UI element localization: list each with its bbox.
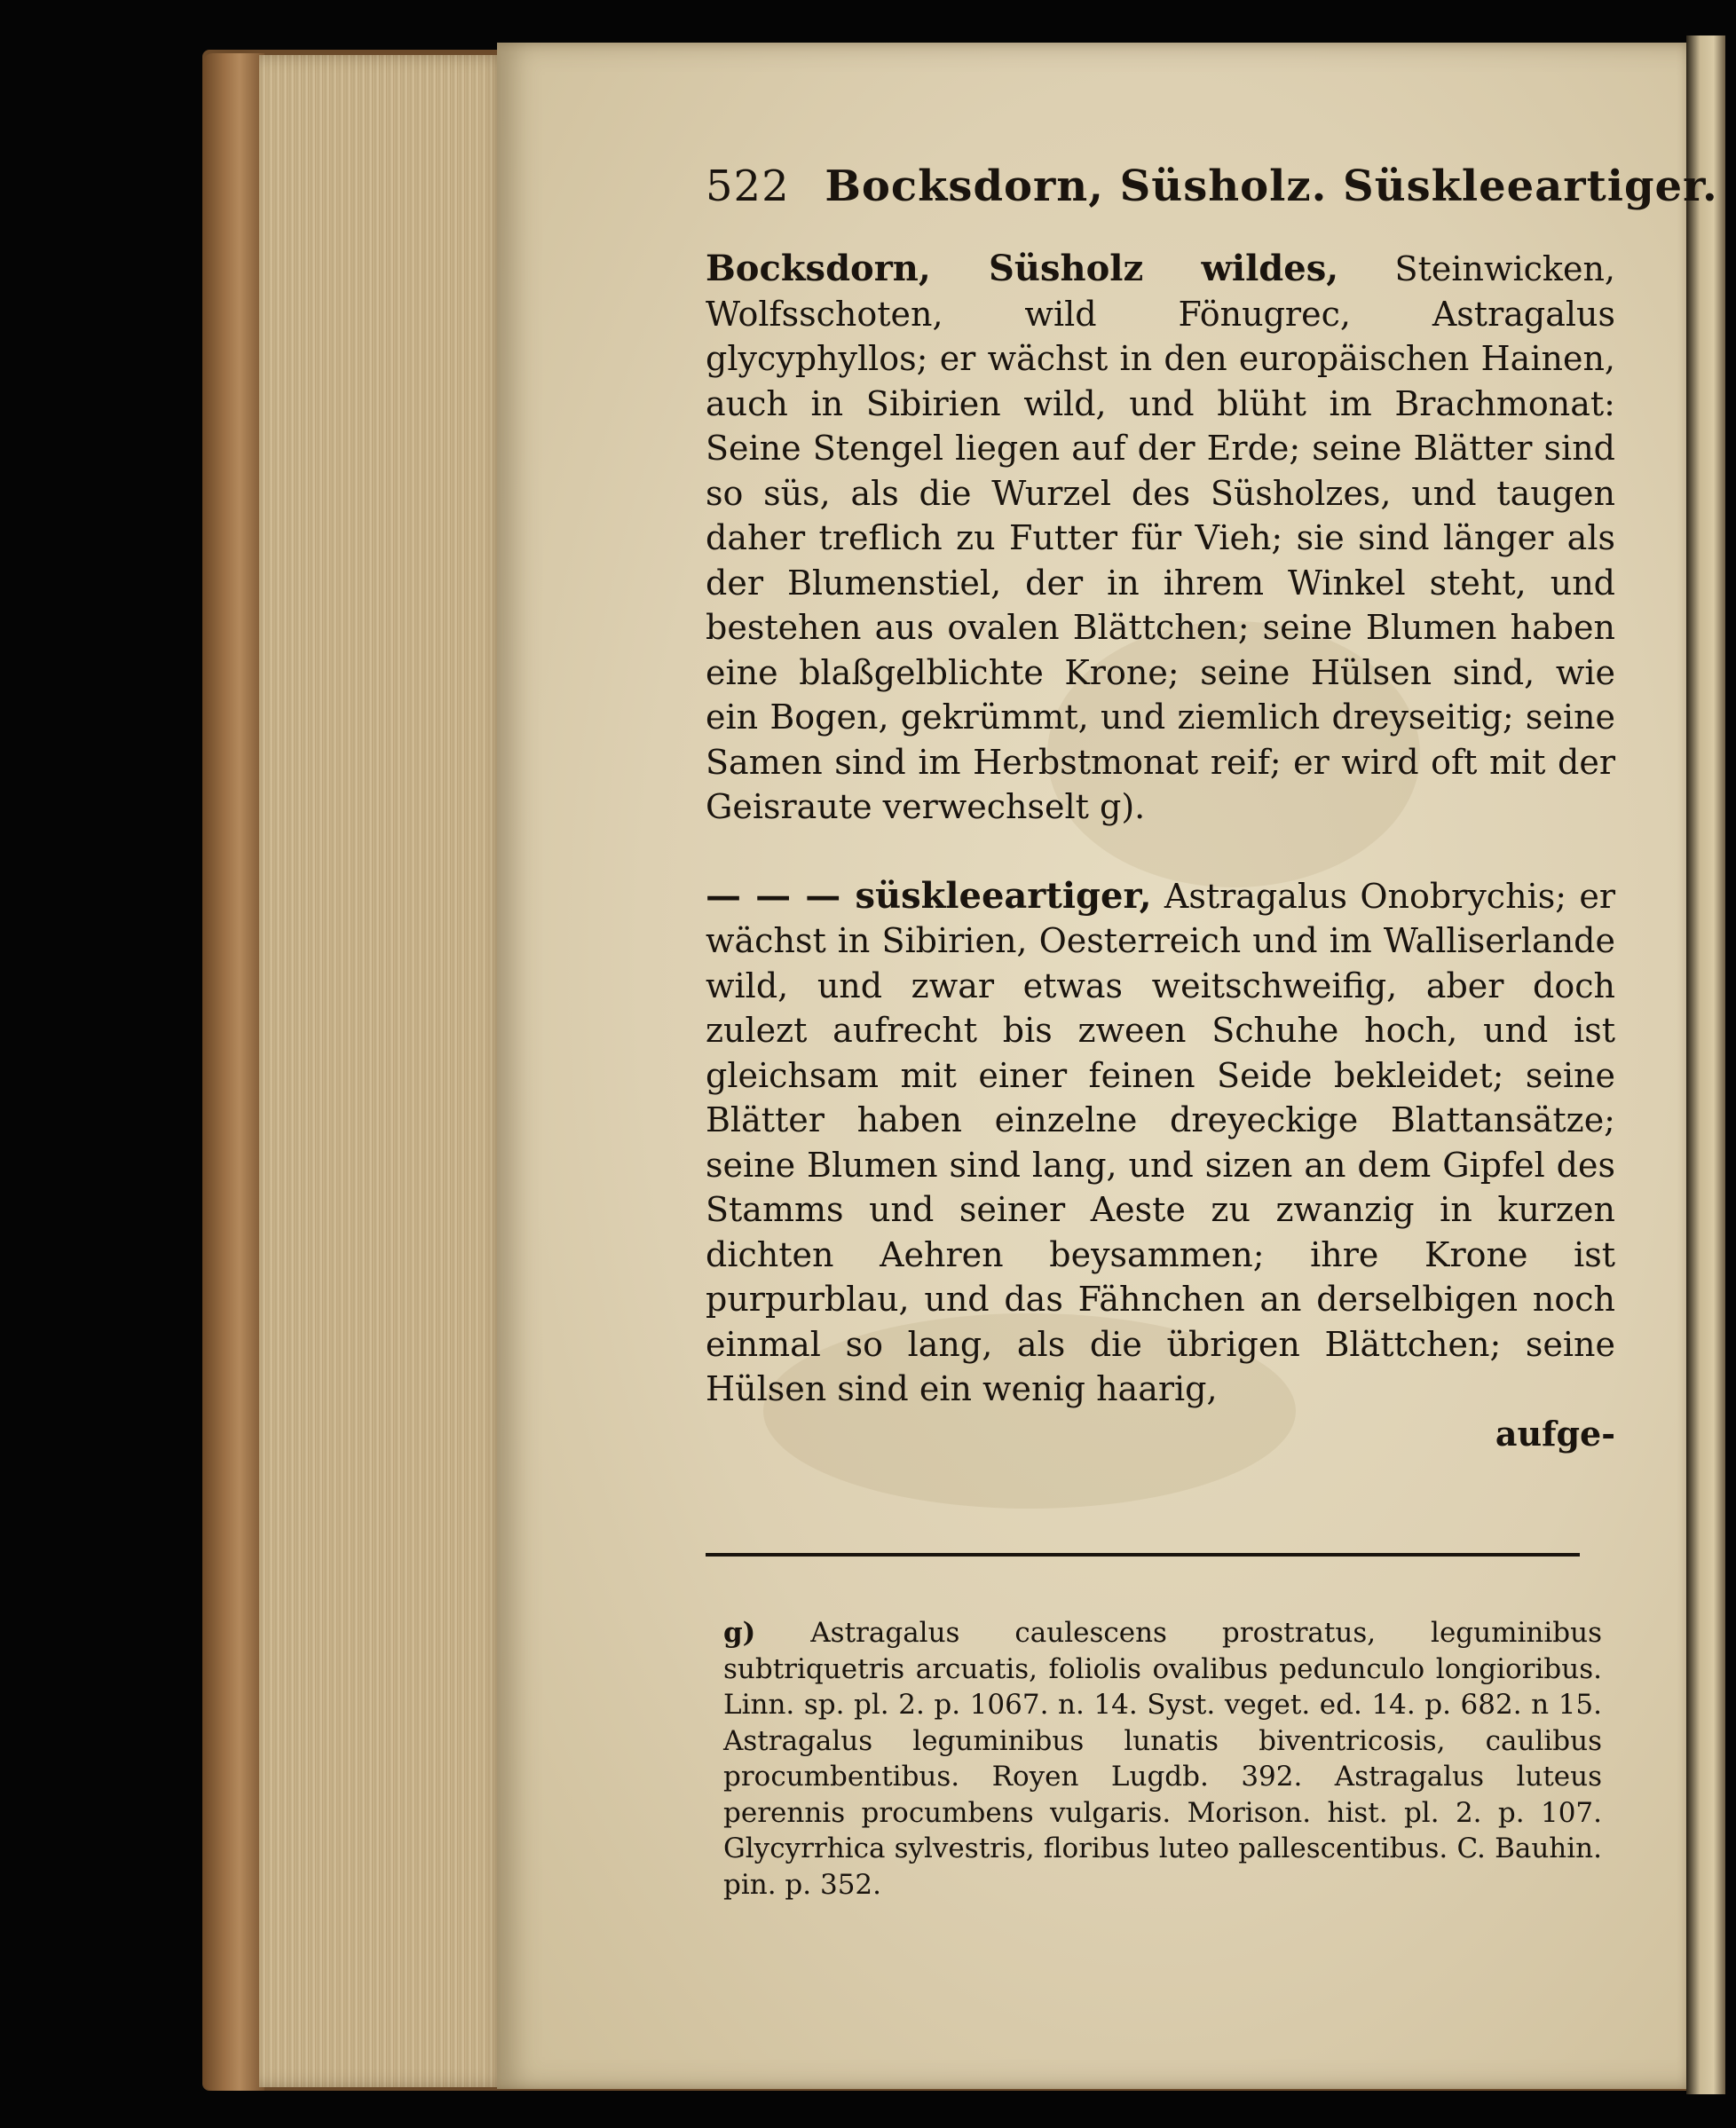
- entry-paragraph: [706, 247, 1615, 830]
- footnote-text: Astragalus caulescens prostratus, leguminibus subtriquetris arcuatis, foliolis ovalibus pedunculo longioribus. Linn. sp. pl. 2. p. 1067. n. 14. Syst. veget. ed. 14. p. 682. n 15. Astragalus leguminibus lunatis biventricosis, caulibus procumbentibus. Royen Lugdb. 392. Astragalus luteus perennis procumbens vulgaris. Morison. hist. pl. 2. p. 107. Glycyrrhica sylvestris, floribus luteo pallescentibus. C. Bauhin. pin. p. 352.: [723, 1617, 1603, 1901]
- catchword: aufge-: [1495, 1413, 1615, 1454]
- book-cover-edge: [202, 53, 264, 2091]
- running-head-title: Bocksdorn, Süsholz. Süskleeartiger.: [825, 162, 1718, 211]
- entry-paragraph: [706, 874, 1615, 1412]
- running-head: [706, 151, 1718, 222]
- entry-lemma: — — — süskleeartiger,: [706, 874, 1152, 917]
- entry-text: Astragalus Onobrychis; er wächst in Sibirien, Oesterreich und im Walliserlande wild, und zwar etwas weitschweifig, aber doch zulezt aufrecht bis zween Schuhe hoch, und ist gleichsam mit einer feinen Seide bekleidet; seine Blätter haben einzelne dreyeckige Blattansätze; seine Blumen sind lang, und sizen an dem Gipfel des Stamms und seiner Aeste zu zwanzig in kurzen dichten Aehren beysammen; ihre Krone ist purpurblau, und das Fähnchen an derselbigen noch einmal so lang, als die übrigen Blättchen; seine Hülsen sind ein wenig haarig,: [706, 876, 1615, 1408]
- page-number: 522: [706, 162, 790, 211]
- footnote-marker: g): [723, 1617, 756, 1649]
- entry-text: Steinwicken, Wolfsschoten, wild Fönugrec, Astragalus glycyphyllos; er wächst in den europäischen Hainen, auch in Sibirien wild, und blüht im Brachmonat: Seine Stengel liegen auf der Erde; seine Blätter sind so süs, als die Wurzel des Süsholzes, und taugen daher treflich zu Futter für Vieh; sie sind länger als der Blumenstiel, der in ihrem Winkel steht, und bestehen aus ovalen Blättchen; seine Blumen haben eine blaßgelblichte Krone; seine Hülsen sind, wie ein Bogen, gekrümmt, und ziemlich dreyseitig; seine Samen sind im Herbstmonat reif; er wird oft mit der Geisraute verwechselt g).: [706, 249, 1615, 826]
- page-content: [706, 151, 1718, 1454]
- facing-page-edge: [1686, 35, 1725, 2094]
- page-edges: [259, 55, 508, 2087]
- footnote-rule: [706, 1553, 1580, 1557]
- footnote: [723, 1615, 1602, 1903]
- entry-lemma: Bocksdorn, Süsholz wildes,: [706, 248, 1339, 289]
